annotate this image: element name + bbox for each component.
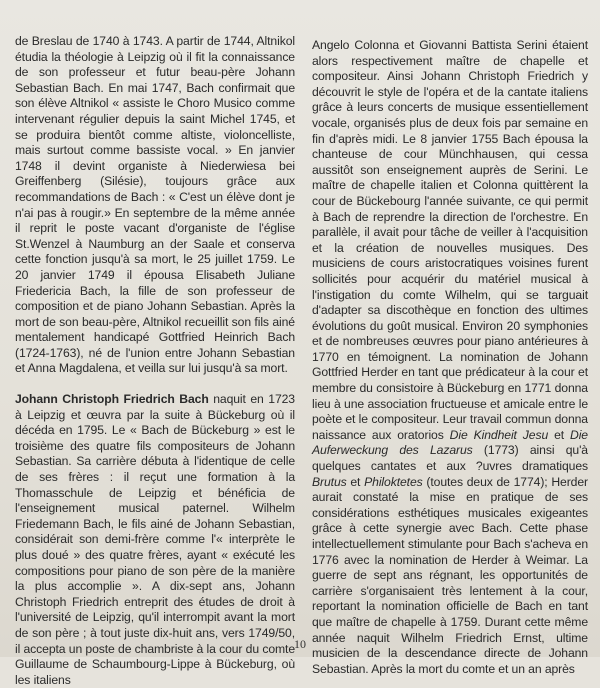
- bold-name-jc-friedrich-bach: Johann Christoph Friedrich Bach: [15, 392, 209, 407]
- paragraph-jc-friedrich-bach-text: naquit en 1723 à Leipzig et œuvra par la suite à Bückeburg où il décéda en 1795. Le « Bach de Bückeburg » est le troisième des quatre fils compositeurs de Johann Sebastian. Sa carrière débuta à l'identique de celle de ses frères : il reçut une formation à la Thomasschule de Leipzig et bénéficia de l'enseignement musical paternel. Wilhelm Friedemann Bach, le fils ainé de Johann Sebastian, considérait son demi-frère comme l'« interprète le plus doué » des quatre frères, ayant « exécuté les compositions pour piano de son père de la manière la plus accomplie ». A dix-sept ans, Johann Christoph Friedrich entreprit des études de droit à l'université de Leipzig, qu'il interrompit avant la mort de son père ; à tout juste dix-huit ans, vers 1749/50, il accepta un poste de chambriste à la cour du comte Guillaume de Schaumbourg-Lippe à Bückeburg, où les italiens: [15, 392, 296, 687]
- title-die-auferweckung-des-lazarus: Die Auferweckung des Lazarus: [312, 427, 588, 458]
- paragraph-altnikol: de Breslau de 1740 à 1743. A partir de 1744, Altnikol étudia la théologie à Leipzig où il fit la connaissance de son professeur et futur beau-père Johann Sebastian Bach. En mai 1747, Bach confirmait que son élève Altnikol « assiste le Choro Musico comme intervenant régulier depuis la saint Michel 1745, et se produira bientôt comme altiste, violoncelliste, mais surtout comme bassiste vocal. » En janvier 1748 il devint organiste à Niederwiesa bei Greiffenberg (Silésie), toujours grâce aux recommandations de Bach : « C'est un élève dont je n'ai pas à rougir.» En septembre de la même année il reprit le poste vacant d'organiste de l'église St.Wenzel à Naumburg an der Saale et conserva cette fonction jusqu'à sa mort, le 25 juillet 1759. Le 20 janvier 1749 il épousa Elisabeth Juliane Friedericia Bach, la fille de son professeur de composition et de piano Johann Sebastian. Après la mort de son beau-père, Altnikol recueillit son fils ainé mentalement handicapé Gottfried Heinrich Bach (1724-1763), né de l'union entre Johann Sebastian et Anna Magdalena, et veilla sur lui jusqu'à sa mort.: [15, 34, 295, 376]
- text-segment-5: (toutes deux de 1774); Herder aurait constaté la mise en pratique de ses considérations esthétiques musicales exigeantes grâce à cette synergie avec Bach. Cette phase intellectuellement stimulante pour Bach s'acheva en 1776 avec la nomination de Herder à Weimar. La guerre de sept ans régnant, les opportunités de carrière s'organisaient très lentement à la cour, reportant la nomination officielle de Bach en tant que maître de chapelle à 1759. Durant cette même année naquit Wilhelm Friedrich Ernst, ultime musicien de la descendance directe de Johann Sebastian. Après la mort du comte et un an après: [312, 474, 588, 676]
- text-segment-3: (1773) ainsi qu'à quelques cantates et aux ?uvres dramatiques: [312, 443, 588, 474]
- title-brutus: Brutus: [312, 474, 347, 489]
- title-philoktetes: Philoktetes: [364, 474, 423, 489]
- paragraph-continuation: [312, 38, 588, 677]
- right-column: [312, 38, 588, 677]
- text-segment-4: et: [346, 474, 365, 489]
- text-segment-1: Angelo Colonna et Giovanni Battista Serini étaient alors respectivement maître de chapelle et compositeur. Ainsi Johann Christoph Friedrich y découvrit le style de l'opéra et de la cantate italiens grâce à leurs concerts de musique essentiellement vocale, organisés plus de deux fois par semaine en fin d'après midi. Le 8 janvier 1755 Bach épousa la chanteuse de cour Münchhausen, qui cessa aussitôt son enseignement auprès de Serini. Le maître de chapelle italien et Colonna quittèrent la cour de Bückebourg l'année suivante, ce qui permit à Bach de reprendre la direction de l'orchestre. En parallèle, il avait pour tâche de veiller à l'acquisition et la création de nouvelles musiques. Des musiciens de cours aristocratiques voisines furent sollicités pour acquérir du matériel musical à l'instigation du comte Wilhelm, qui se targuait d'adapter sa discothèque en fonction des ultimes évolutions du goût musical. Environ 20 symphonies et de nombreuses œuvres pour piano antérieures à 1770 en témoignent. La nomination de Johann Gottfried Herder en tant que prédicateur à la cour et membre du consistoire à Bückeburg en 1771 donna lieu à une association fructueuse et amicale entre le poète et le compositeur. Leur travail commun donna naissance aux oratorios: [312, 38, 588, 442]
- title-die-kindheit-jesu: Die Kindheit Jesu: [449, 427, 549, 442]
- left-column: [15, 34, 295, 688]
- page-number: 10: [294, 637, 306, 651]
- text-segment-2: et: [548, 427, 570, 442]
